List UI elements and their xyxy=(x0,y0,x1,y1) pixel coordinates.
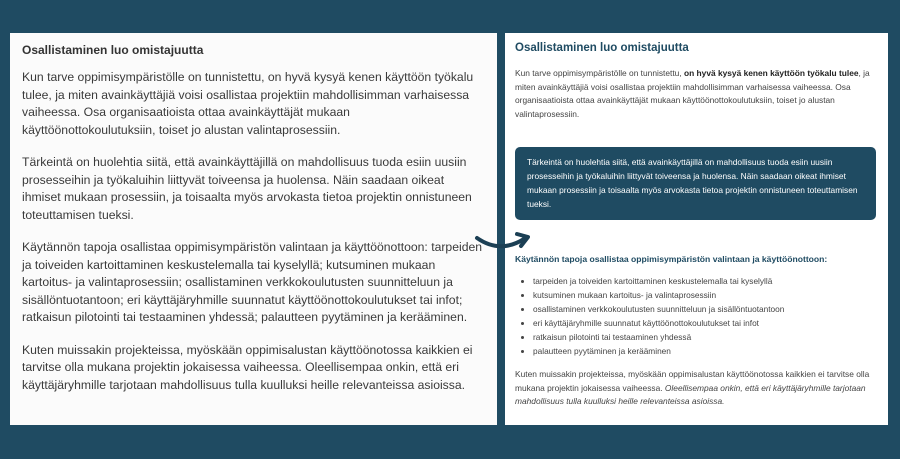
intro-part-b: , ja miten avainkäyttäjiä voisi osallistaa projektiin mahdollisimman varhaisessa vaiheessa. Osa organisaatioista ottaa avainkäyttäjät mukaan käyttöönottokoulutuksiin, toiset jo alustan valintaprosessiin. xyxy=(515,68,870,119)
list-item: • eri käyttäjäryhmille suunnatut käyttöönottokoulutukset tai infot xyxy=(533,316,876,330)
list-title: Käytännön tapoja osallistaa oppimisympäristön valintaan ja käyttöönottoon: xyxy=(515,254,828,264)
list-item: • kutsuminen mukaan kartoitus- ja valintaprosessiin xyxy=(533,288,876,302)
practices-list xyxy=(515,274,876,358)
list-item: • tarpeiden ja toiveiden kartoittaminen keskustelemalla tai kyselyllä xyxy=(533,274,876,288)
before-paragraph-4: Kuten muissakin projekteissa, myöskään oppimisalustan käyttöönotossa kaikkien ei tarvitse olla mukana projektin jokaisessa vaiheessa. Oleellisempaa onkin, että eri käyttäjäryhmille tarjotaan mahdollisuus tulla kuulluksi heille relevanteissa asioissa. xyxy=(22,342,473,392)
after-intro xyxy=(515,67,876,121)
list-item: • palautteen pyytäminen ja kerääminen xyxy=(533,344,876,358)
intro-bold: on hyvä kysyä kenen käyttöön työkalu tulee xyxy=(683,68,859,78)
before-paragraph-1: Kun tarve oppimisympäristölle on tunnistettu, on hyvä kysyä kenen käyttöön työkalu tulee, ja miten avainkäyttäjiä voisi osallistaa projektiin mahdollisimman varhaisessa vaiheessa. Osa organisaatioista ottaa avainkäyttäjät mukaan käyttöönottokoulutuksiin, toiset jo alustan valintaprosessiin. xyxy=(22,70,474,137)
list-item: • osallistaminen verkkokoulutusten suunnitteluun ja sisällöntuotantoon xyxy=(533,302,876,316)
closing-italic: Oleellisempaa onkin, että eri käyttäjäryhmille tarjotaan mahdollisuus tulla kuulluksi heille relevanteissa asioissa. xyxy=(515,382,866,406)
intro-part-a: Kun tarve oppimisympäristölle on tunnistettu, xyxy=(515,68,684,78)
before-paragraph-3: Käytännön tapoja osallistaa oppimisympäristön valintaan ja käyttöönottoon: tarpeiden ja toiveiden kartoittaminen keskustelemalla tai kyselyllä; kutsuminen mukaan kartoitus- ja valintaprosessiin; osallistaminen verkkokoulutusten suunnitteluun ja sisällöntuotantoon; eri käyttäjäryhmille suunnatut käyttöönottokoulutukset tai infot; ratkaisun pilotointi tai testaaminen yhdessä; palautteen pyytäminen ja kerääminen. xyxy=(22,240,483,324)
before-paragraph-2: Tärkeintä on huolehtia siitä, että avainkäyttäjillä on mahdollisuus tuoda esiin uusiin prosesseihin ja työkaluihin liittyvät toiveensa ja huolensa. Näin saadaan oikeat ihmiset mukaan prosessiin, ja toisaalta myös arvokasta tietoa projektin onnistuneen toteuttamisen tueksi. xyxy=(22,155,472,222)
curved-arrow-right-icon xyxy=(474,227,536,253)
after-closing xyxy=(515,368,876,409)
after-title: Osallistaminen luo omistajuutta xyxy=(515,42,689,54)
before-panel xyxy=(10,33,497,425)
closing-part-a: Kuten muissakin projekteissa, myöskään oppimisalustan käyttöönotossa kaikkien ei tarvitse olla mukana projektin jokaisessa vaiheessa. xyxy=(515,369,870,393)
before-title: Osallistaminen luo omistajuutta xyxy=(22,43,204,57)
after-panel xyxy=(505,33,888,425)
list-item: • ratkaisun pilotointi tai testaaminen yhdessä xyxy=(533,330,876,344)
highlight-box: Tärkeintä on huolehtia siitä, että avainkäyttäjillä on mahdollisuus tuoda esiin uusiin prosesseihin ja työkaluihin liittyvät toiveensa ja huolensa. Näin saadaan oikeat ihmiset mukaan prosessiin ja toisaalta myös arvokasta tietoa projektin onnistuneen toteuttamisen tueksi. xyxy=(515,147,876,220)
